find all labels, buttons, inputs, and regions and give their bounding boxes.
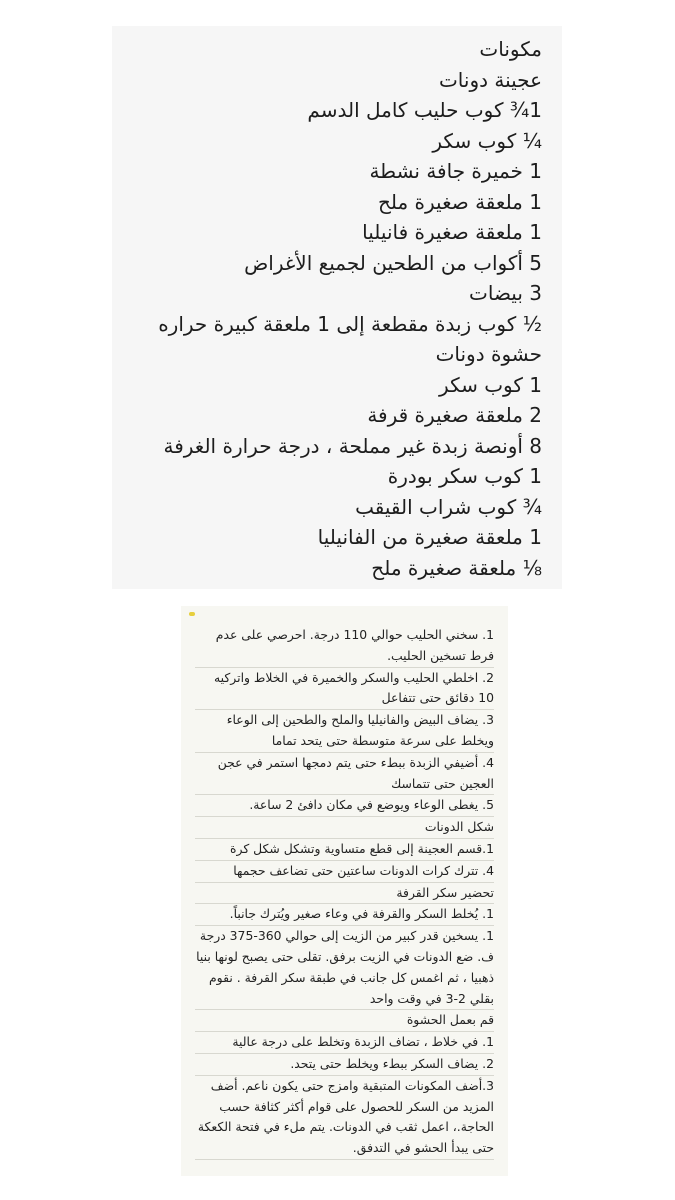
ingredient-line: 3 بيضات <box>469 281 542 305</box>
ingredient-line: 1 كوب سكر بودرة <box>387 464 542 488</box>
step-line: 2. يضاف السكر ببطء ويخلط حتى يتحد. <box>195 1054 494 1076</box>
instructions-card <box>181 606 508 1176</box>
ingredient-line: 2 ملعقة صغيرة قرفة <box>367 403 542 427</box>
dough-subheading: عجينة دونات <box>438 67 542 92</box>
filling-subheading: حشوة دونات <box>435 342 542 366</box>
ingredient-line: 1 خميرة جافة نشطة <box>369 159 542 183</box>
step-line: 5. يغطى الوعاء ويوضع في مكان دافئ 2 ساعة. <box>195 795 494 817</box>
ingredient-line: 1¾ كوب حليب كامل الدسم <box>307 98 542 122</box>
ingredient-line: 8 أونصة زبدة غير مملحة ، درجة حرارة الغرفة <box>163 433 542 458</box>
ingredient-line: ¾ كوب شراب القيقب <box>355 494 542 519</box>
ingredient-line: 1 كوب سكر <box>439 372 542 397</box>
step-line: 1. يسخين قدر كبير من الزيت إلى حوالي 360-375 درجة ف. ضع الدونات في الزيت برفق. تقلى حتى يصبح لونها بنيا ذهبيا ، ثم اغمس كل جانب في طبقة سكر القرفة . نقوم بقلي 2-3 في وقت واحد <box>195 926 494 1010</box>
ingredient-line: ¼ كوب سكر <box>432 128 542 153</box>
step-line: 1. في خلاط ، تضاف الزبدة وتخلط على درجة عالية <box>195 1032 494 1054</box>
step-line: 1.قسم العجينة إلى قطع متساوية وتشكل شكل كرة <box>195 839 494 861</box>
ingredients-heading: مكونات <box>479 37 542 61</box>
ingredient-line: ⅛ ملعقة صغيرة ملح <box>371 555 542 580</box>
step-line: 4. تترك كرات الدونات ساعتين حتى تضاعف حجمها <box>195 861 494 883</box>
ingredients-card <box>112 26 562 589</box>
instructions-list <box>181 606 508 1160</box>
ingredient-line: 1 ملعقة صغيرة من الفانيليا <box>317 525 542 549</box>
step-line: 2. اخلطي الحليب والسكر والخميرة في الخلاط واتركيه 10 دقائق حتى تتفاعل <box>195 668 494 711</box>
section-heading-filling: قم بعمل الحشوة <box>195 1010 494 1032</box>
ingredient-line: 1 ملعقة صغيرة فانيليا <box>362 220 542 244</box>
step-line: 1. يُخلط السكر والقرفة في وعاء صغير ويُترك جانباً. <box>195 904 494 926</box>
ingredient-line: 5 أكواب من الطحين لجميع الأغراض <box>244 250 542 275</box>
ingredient-line: 1 ملعقة صغيرة ملح <box>377 189 542 214</box>
ingredients-list <box>112 26 562 583</box>
step-line: 4. أضيفي الزبدة ببطء حتى يتم دمجها استمر في عجن العجين حتى تتماسك <box>195 753 494 796</box>
note-marker <box>189 612 195 616</box>
step-line: 1. سخني الحليب حوالي 110 درجة. احرصي على عدم فرط تسخين الحليب. <box>195 625 494 668</box>
step-line: 3. يضاف البيض والفانيليا والملح والطحين إلى الوعاء ويخلط على سرعة متوسطة حتى يتحد تماما <box>195 710 494 753</box>
section-heading-shaping: شكل الدونات <box>195 817 494 839</box>
ingredient-line: ½ كوب زبدة مقطعة إلى 1 ملعقة كبيرة حراره <box>158 311 542 336</box>
step-line: 3.أضف المكونات المتبقية وامزج حتى يكون ناعم. أضف المزيد من السكر للحصول على قوام أكثر كثافة حسب الحاجة.، اعمل ثقب في الدونات. يتم ملء في فتحة الكعكة حتى يبدأ الحشو في التدفق. <box>195 1076 494 1160</box>
section-heading-cinnamon-sugar: تحضير سكر القرفة <box>195 883 494 905</box>
